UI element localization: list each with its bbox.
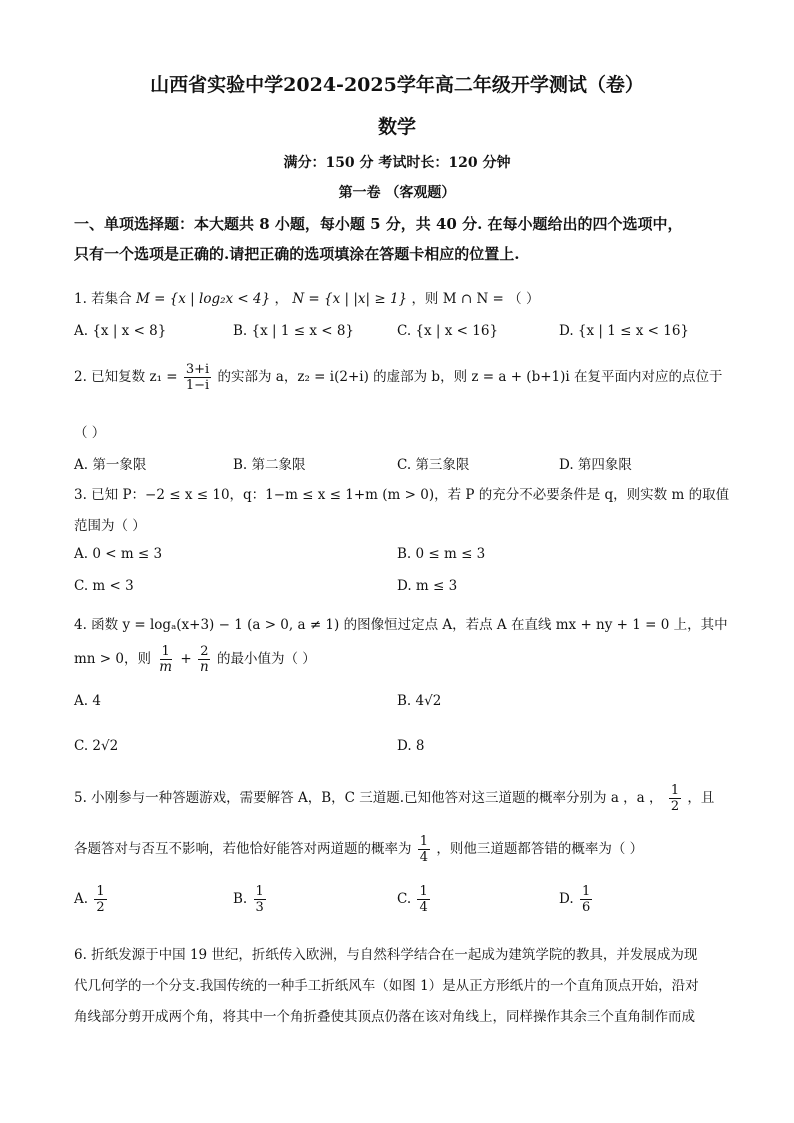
question-4-line2	[74, 644, 316, 675]
q5-line2-frac-den: 4	[419, 850, 429, 865]
q5-option-c-den: 4	[419, 900, 428, 915]
question-5-line2	[74, 834, 643, 865]
q4-frac1-num: 1	[161, 644, 170, 659]
q5-line1-fraction	[669, 783, 681, 814]
q5-option-c-label: C.	[397, 891, 412, 907]
q1-option-c: C. {x | x < 16}	[397, 323, 499, 339]
q4-frac2-den: n	[200, 659, 209, 675]
question-5-line1	[74, 783, 714, 814]
q5-option-a-label: A.	[74, 891, 89, 907]
q4-frac2-num: 2	[200, 644, 209, 659]
q5-option-c-num: 1	[419, 884, 428, 899]
q5-line1-frac-num: 1	[670, 783, 680, 798]
q4-fraction-1	[157, 644, 174, 675]
q1-option-a: A. {x | x < 8}	[74, 323, 167, 339]
q4-plus: +	[180, 651, 192, 667]
section-heading-line1: 一、单项选择题：本大题共 8 小题，每小题 5 分，共 40 分. 在每小题给出的四个选项中，	[74, 215, 683, 233]
q5-line1-frac-den: 2	[670, 799, 680, 814]
question-3-line2: 范围为（ ）	[74, 518, 146, 534]
q5-option-a-num: 1	[96, 884, 105, 899]
q4-option-d: D. 8	[397, 738, 425, 754]
q5-option-b-num: 1	[255, 884, 264, 899]
q1-suffix: ，则 M ∩ N = （ ）	[411, 291, 540, 307]
q5-option-d-label: D.	[559, 891, 574, 907]
q2-blank: （ ）	[74, 425, 106, 441]
q2-option-d: D. 第四象限	[559, 457, 632, 473]
q3-option-c: C. m < 3	[74, 578, 134, 594]
q4-frac1-den: m	[159, 659, 173, 675]
q1-set-n: N = {x | |x| ≥ 1}	[292, 291, 408, 307]
q4-option-a: A. 4	[74, 693, 101, 709]
q2-prefix: 2. 已知复数 z₁ =	[74, 369, 178, 385]
q5-line2-fraction	[418, 834, 430, 865]
q5-option-a	[74, 884, 109, 915]
q3-option-d: D. m ≤ 3	[397, 578, 458, 594]
q1-option-d: D. {x | 1 ≤ x < 16}	[559, 323, 690, 339]
q5-option-d-fraction	[580, 884, 592, 915]
q1-comma: ，	[274, 291, 289, 307]
q5-option-d-num: 1	[581, 884, 591, 899]
q2-fraction	[184, 362, 211, 393]
part-heading: 第一卷 （客观题）	[338, 185, 456, 201]
q5-option-a-den: 2	[96, 900, 105, 915]
q4-line2-suffix: 的最小值为（ ）	[217, 651, 316, 667]
q4-option-b: B. 4√2	[397, 693, 442, 709]
q2-suffix: 的实部为 a，z₂ = i(2+i) 的虚部为 b，则 z = a + (b+1)i 在复平面内对应的点位于	[217, 369, 723, 385]
question-6-line1: 6. 折纸发源于中国 19 世纪，折纸传入欧洲，与自然科学结合在一起成为建筑学院的教具，并发展成为现	[74, 947, 698, 963]
q5-line1-suffix: ，且	[687, 790, 715, 806]
q2-frac-num: 3+i	[185, 362, 210, 377]
section-heading-line2: 只有一个选项是正确的.请把正确的选项填涂在答题卡相应的位置上.	[74, 245, 520, 263]
question-3-line1: 3. 已知 P：−2 ≤ x ≤ 10，q：1−m ≤ x ≤ 1+m (m > 0)，若 P 的充分不必要条件是 q，则实数 m 的取值	[74, 487, 730, 503]
q5-option-b-fraction	[254, 884, 266, 915]
score-info: 满分：150 分 考试时长：120 分钟	[283, 155, 511, 171]
q3-option-a: A. 0 < m ≤ 3	[74, 546, 163, 562]
q2-frac-den: 1−i	[185, 378, 210, 393]
q5-line1-prefix: 5. 小刚参与一种答题游戏，需要解答 A，B，C 三道题.已知他答对这三道题的概率分别为 a ，a ，	[74, 790, 663, 806]
question-6-line3: 角线部分剪开成两个角，将其中一个角折叠使其顶点仍落在该对角线上，同样操作其余三个直角制作而成	[74, 1009, 695, 1025]
q5-option-c	[397, 884, 432, 915]
q4-option-c: C. 2√2	[74, 738, 119, 754]
q2-option-b: B. 第二象限	[233, 457, 306, 473]
q5-option-b-den: 3	[255, 900, 264, 915]
q5-option-d	[559, 884, 594, 915]
q5-option-c-fraction	[417, 884, 429, 915]
question-6-line2: 代几何学的一个分支.我国传统的一种手工折纸风车（如图 1）是从正方形纸片的一个直角顶点开始，沿对	[74, 978, 699, 994]
question-2	[74, 362, 723, 393]
q2-option-a: A. 第一象限	[74, 457, 147, 473]
q5-line2-suffix: ，则他三道题都答错的概率为（ ）	[436, 841, 644, 857]
question-4-line1: 4. 函数 y = logₐ(x+3) − 1 (a > 0, a ≠ 1) 的图像恒过定点 A，若点 A 在直线 mx + ny + 1 = 0 上，其中	[74, 617, 728, 633]
q5-line2-prefix: 各题答对与否互不影响，若他恰好能答对两道题的概率为	[74, 841, 412, 857]
q1-option-b: B. {x | 1 ≤ x < 8}	[233, 323, 355, 339]
subject-title: 数学	[377, 116, 416, 138]
page-title: 山西省实验中学2024-2025学年高二年级开学测试（卷）	[150, 74, 644, 96]
question-1	[74, 287, 539, 307]
q4-line2-prefix: mn > 0，则	[74, 651, 151, 667]
q4-fraction-2	[198, 644, 211, 675]
q5-option-d-den: 6	[581, 900, 591, 915]
q1-prefix: 1. 若集合	[74, 291, 132, 307]
q5-option-b-label: B.	[233, 891, 248, 907]
q2-option-c: C. 第三象限	[397, 457, 470, 473]
q5-line2-frac-num: 1	[419, 834, 429, 849]
q3-option-b: B. 0 ≤ m ≤ 3	[397, 546, 486, 562]
q1-set-m: M = {x | log₂x < 4}	[135, 291, 271, 307]
q5-option-a-fraction	[94, 884, 106, 915]
q5-option-b	[233, 884, 268, 915]
